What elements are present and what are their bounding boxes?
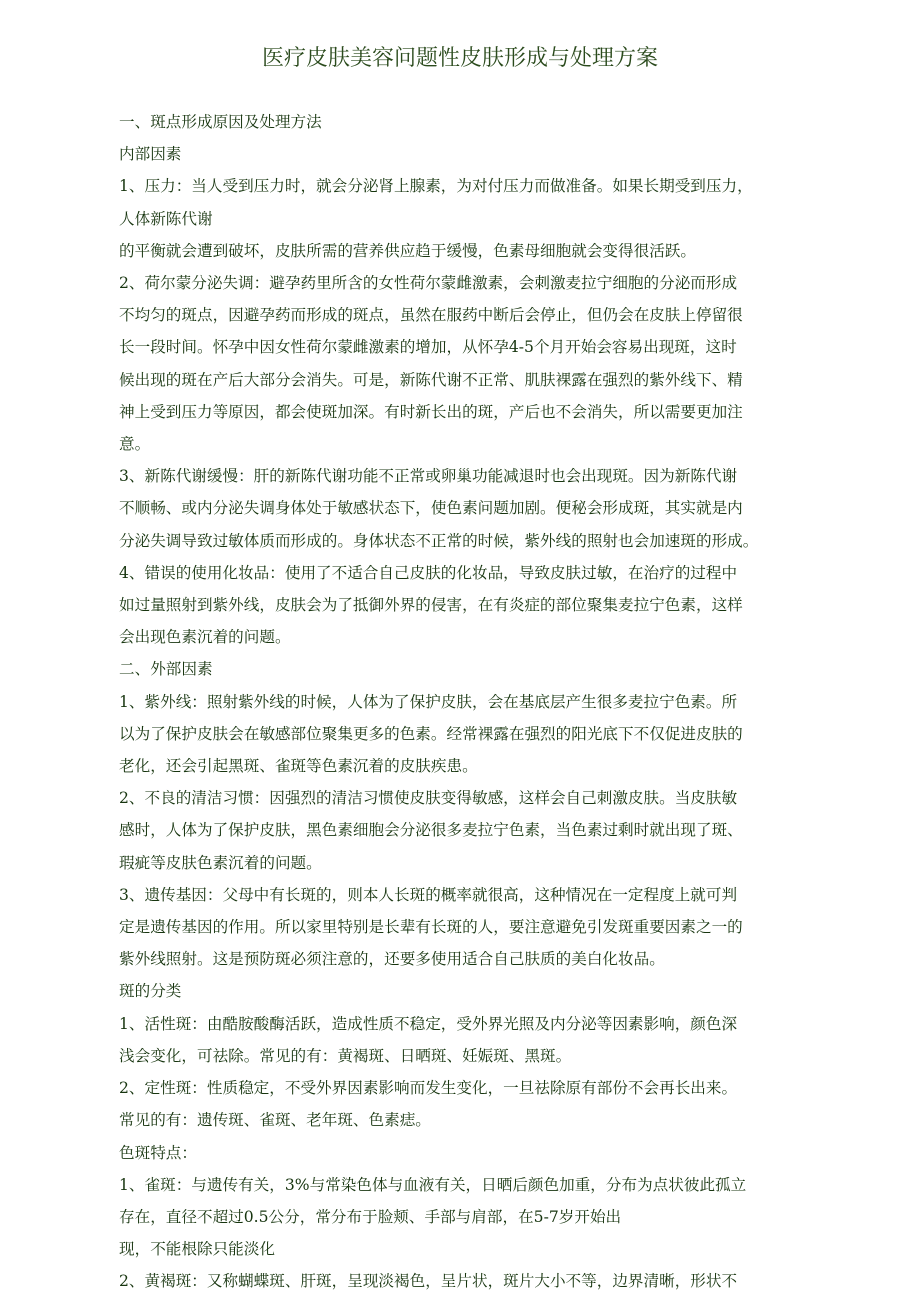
paragraph: 1、活性斑：由酷胺酸酶活跃，造成性质不稳定，受外界光照及内分泌等因素影响，颜色深 浅会变化，可祛除。常见的有：黄褐斑、日晒斑、妊娠斑、黑斑。	[119, 1014, 738, 1065]
subsection-heading: 斑的分类	[119, 982, 182, 1001]
paragraph: 1、压力：当人受到压力时，就会分泌肾上腺素，为对付压力而做准备。如果长期受到压力， 人体新陈代谢	[119, 177, 753, 228]
paragraph: 3、新陈代谢缓慢：肝的新陈代谢功能不正常或卵巢功能减退时也会出现斑。因为新陈代谢 不顺畅、或内分泌失调身体处于敏感状态下，使色素问题加剧。便秘会形成斑，其实就是内 分泌失调导致过敏体质而形成的。身体状态不正常的时候，紫外线的照射也会加速斑的形成。	[119, 467, 759, 550]
paragraph: 现，不能根除只能淡化	[119, 1240, 275, 1259]
document-title: 医疗皮肤美容问题性皮肤形成与处理方案	[261, 46, 658, 71]
paragraph: 2、定性斑：性质稳定，不受外界因素影响而发生变化，一旦祛除原有部份不会再长出来。 常见的有：遗传斑、雀斑、老年斑、色素痣。	[119, 1079, 738, 1130]
paragraph: 2、不良的清洁习惯：因强烈的清洁习惯使皮肤变得敏感，这样会自己刺激皮肤。当皮肤敏 感时，人体为了保护皮肤，黑色素细胞会分泌很多麦拉宁色素，当色素过剩时就出现了斑、 瑕疵等皮肤色素沉着的问题。	[119, 789, 743, 872]
subsection-heading: 内部因素	[119, 145, 182, 164]
section-heading: 一、斑点形成原因及处理方法	[119, 113, 322, 131]
paragraph: 的平衡就会遭到破坏，皮肤所需的营养供应趋于缓慢，色素母细胞就会变得很活跃。	[119, 241, 696, 260]
document-body	[119, 106, 803, 1298]
paragraph: 1、雀斑：与遗传有关，3%与常染色体与血液有关，日晒后颜色加重，分布为点状彼此孤立 存在，直径不超过0.5公分，常分布于脸颊、手部与肩部，在5-7岁开始出	[119, 1175, 747, 1226]
paragraph: 2、黄褐斑：又称蝴蝶斑、肝斑，呈现淡褐色，呈片状，斑片大小不等，边界清晰，形状不	[119, 1272, 738, 1291]
subsection-heading: 色斑特点：	[119, 1143, 197, 1162]
paragraph: 1、紫外线：照射紫外线的时候，人体为了保护皮肤，会在基底层产生很多麦拉宁色素。所 以为了保护皮肤会在敏感部位聚集更多的色素。经常裸露在强烈的阳光底下不仅促进皮肤的 老化，还会引起黑斑、雀斑等色素沉着的皮肤疾患。	[119, 692, 743, 776]
paragraph: 3、遗传基因：父母中有长斑的，则本人长斑的概率就很高，这种情况在一定程度上就可判 定是遗传基因的作用。所以家里特别是长辈有长斑的人，要注意避免引发斑重要因素之一的 紫外线照射。这是预防斑必须注意的，还要多使用适合自己肤质的美白化妆品。	[119, 885, 743, 969]
paragraph: 2、荷尔蒙分泌失调：避孕药里所含的女性荷尔蒙雌激素，会刺激麦拉宁细胞的分泌而形成 不均匀的斑点，因避孕药而形成的斑点，虽然在服药中断后会停止，但仍会在皮肤上停留很 长一段时间。怀孕中因女性荷尔蒙雌激素的增加，从怀孕4-5个月开始会容易出现斑，这时 候出现的斑在产后大部分会消失。可是，新陈代谢不正常、肌肤裸露在强烈的紫外线下、精 神上受到压力等原因，都会使斑加深。有时新长出的斑，产后也不会消失，所以需要更加注 意。	[119, 274, 743, 454]
paragraph: 4、错误的使用化妆品：使用了不适合自己皮肤的化妆品，导致皮肤过敏，在治疗的过程中 如过量照射到紫外线，皮肤会为了抵御外界的侵害，在有炎症的部位聚集麦拉宁色素，这样 会出现色素沉着的问题。	[119, 563, 743, 647]
section-heading: 二、外部因素	[119, 660, 213, 679]
